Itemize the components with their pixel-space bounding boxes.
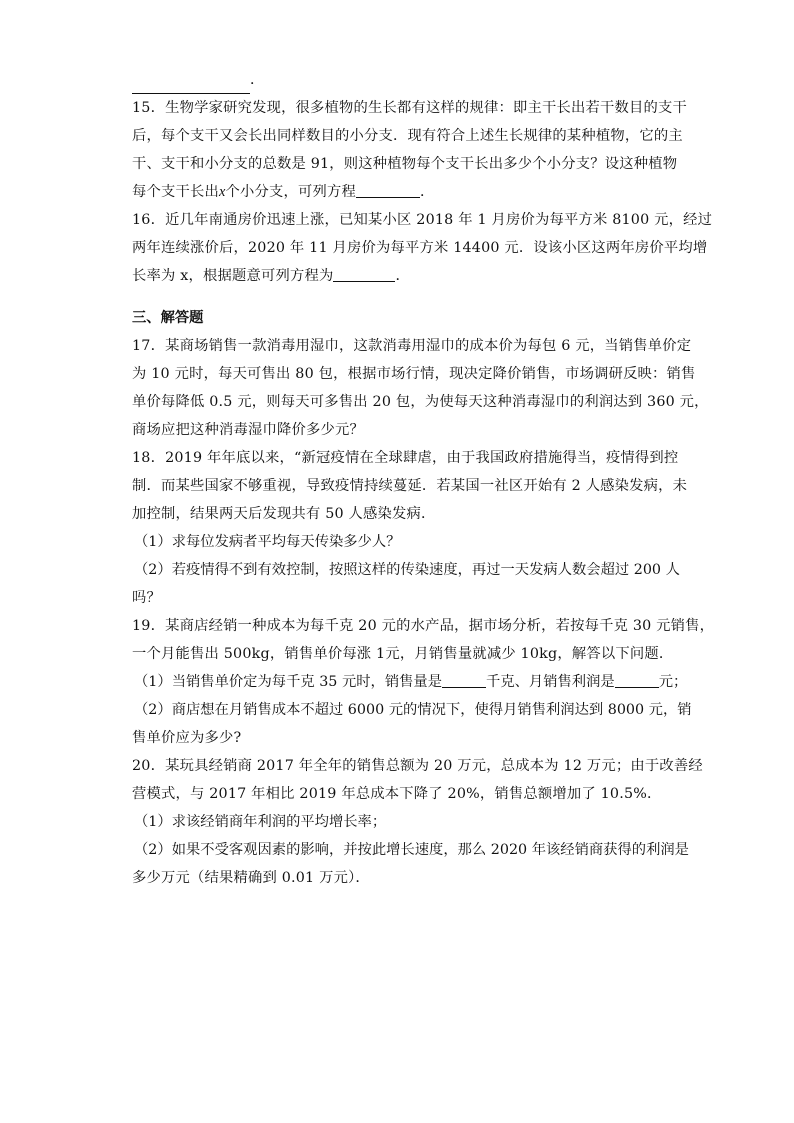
answer-blank	[333, 266, 395, 282]
sub-question: （1）求每位发病者平均每天传染多少人？	[134, 534, 401, 550]
question-line: 每个支干长出x个小分支，可列方程 ．	[132, 184, 435, 200]
answer-blank	[615, 672, 659, 688]
question-line: 为 10 元时，每天可售出 80 包，根据市场行情，现决定降价销售，市场调研反映：销售	[132, 366, 696, 382]
question-line: 一个月能售出 500kg，销售单价每涨 1元，月销售量就减少 10kg，解答以下问题．	[132, 646, 674, 662]
question-line: 两年连续涨价后，2020 年 11 月房价为每平方米 14400 元．设该小区这两年房价平均增	[132, 240, 708, 256]
sub-question: （1）求该经销商年利润的平均增长率；	[134, 814, 387, 830]
question-15	[132, 94, 687, 206]
answer-blank	[356, 182, 420, 198]
question-line: 长率为 x，根据题意可列方程为 ．	[132, 268, 410, 284]
question-18	[132, 444, 688, 612]
question-line: 干、支干和小分支的总数是 91，则这种植物每个支干长出多少个小分支？设这种植物	[132, 156, 678, 172]
question-16	[132, 206, 713, 290]
sub-question-continuation: 售单价应为多少?	[132, 730, 242, 746]
answer-blank	[132, 79, 250, 94]
sub-question: （2）商店想在月销售成本不超过 6000 元的情况下，使得月销售利润达到 8000 元，销	[134, 702, 692, 718]
question-line: 制．而某些国家不够重视，导致疫情持续蔓延．若某国一社区开始有 2 人感染发病，未	[132, 478, 688, 494]
variable-x: x	[218, 184, 226, 200]
sub-question: （1）当销售单价定为每千克 35 元时，销售量是 千克、月销售利润是 元；	[134, 674, 688, 690]
question-line: 营模式，与 2017 年相比 2019 年总成本下降了 20%，销售总额增加了 10.5%．	[132, 786, 662, 802]
sub-question-continuation: 多少万元（结果精确到 0.01 万元）．	[132, 870, 370, 886]
question-19	[132, 612, 715, 752]
question-line: 15．生物学家研究发现，很多植物的生长都有这样的规律：即主干长出若干数目的支干	[132, 100, 687, 116]
question-line: 17．某商场销售一款消毒用湿巾，这款消毒用湿巾的成本价为每包 6 元，当销售单价定	[132, 338, 692, 354]
question-line: 18．2019 年年底以来，“新冠疫情在全球肆虐，由于我国政府措施得当，疫情得到控	[132, 450, 679, 466]
question-line: 后，每个支干又会长出同样数目的小分支．现有符合上述生长规律的某种植物，它的主	[132, 128, 683, 144]
answer-blank	[442, 672, 486, 688]
sub-question-continuation: 吗？	[132, 590, 161, 606]
sub-question: （2）如果不受客观因素的影响，并按此增长速度，那么 2020 年该经销商获得的利润是	[134, 842, 689, 858]
question-line: 单价每降低 0.5 元，则每天可多售出 20 包，为使每天这种消毒湿巾的利润达到 360 元，	[132, 394, 709, 410]
question-line: 16．近几年南通房价迅速上涨，已知某小区 2018 年 1 月房价为每平方米 8100 元，经过	[132, 212, 713, 228]
question-20	[132, 752, 703, 892]
question-line: 19．某商店经销一种成本为每千克 20 元的水产品，据市场分析，若按每千克 30 元销售，	[132, 618, 715, 634]
question-17	[132, 332, 709, 444]
question-line: 加控制，结果两天后发现共有 50 人感染发病．	[132, 506, 436, 522]
question-line: 20．某玩具经销商 2017 年全年的销售总额为 20 万元，总成本为 12 万元；由于改善经	[132, 758, 703, 774]
document-page	[132, 66, 715, 892]
question-line: 商场应把这种消毒湿巾降价多少元？	[132, 422, 364, 438]
section-title: 三、解答题	[132, 310, 204, 326]
sub-question: （2）若疫情得不到有效控制，按照这样的传染速度，再过一天发病人数会超过 200 人	[134, 562, 680, 578]
top-fragment: ．	[132, 66, 672, 94]
